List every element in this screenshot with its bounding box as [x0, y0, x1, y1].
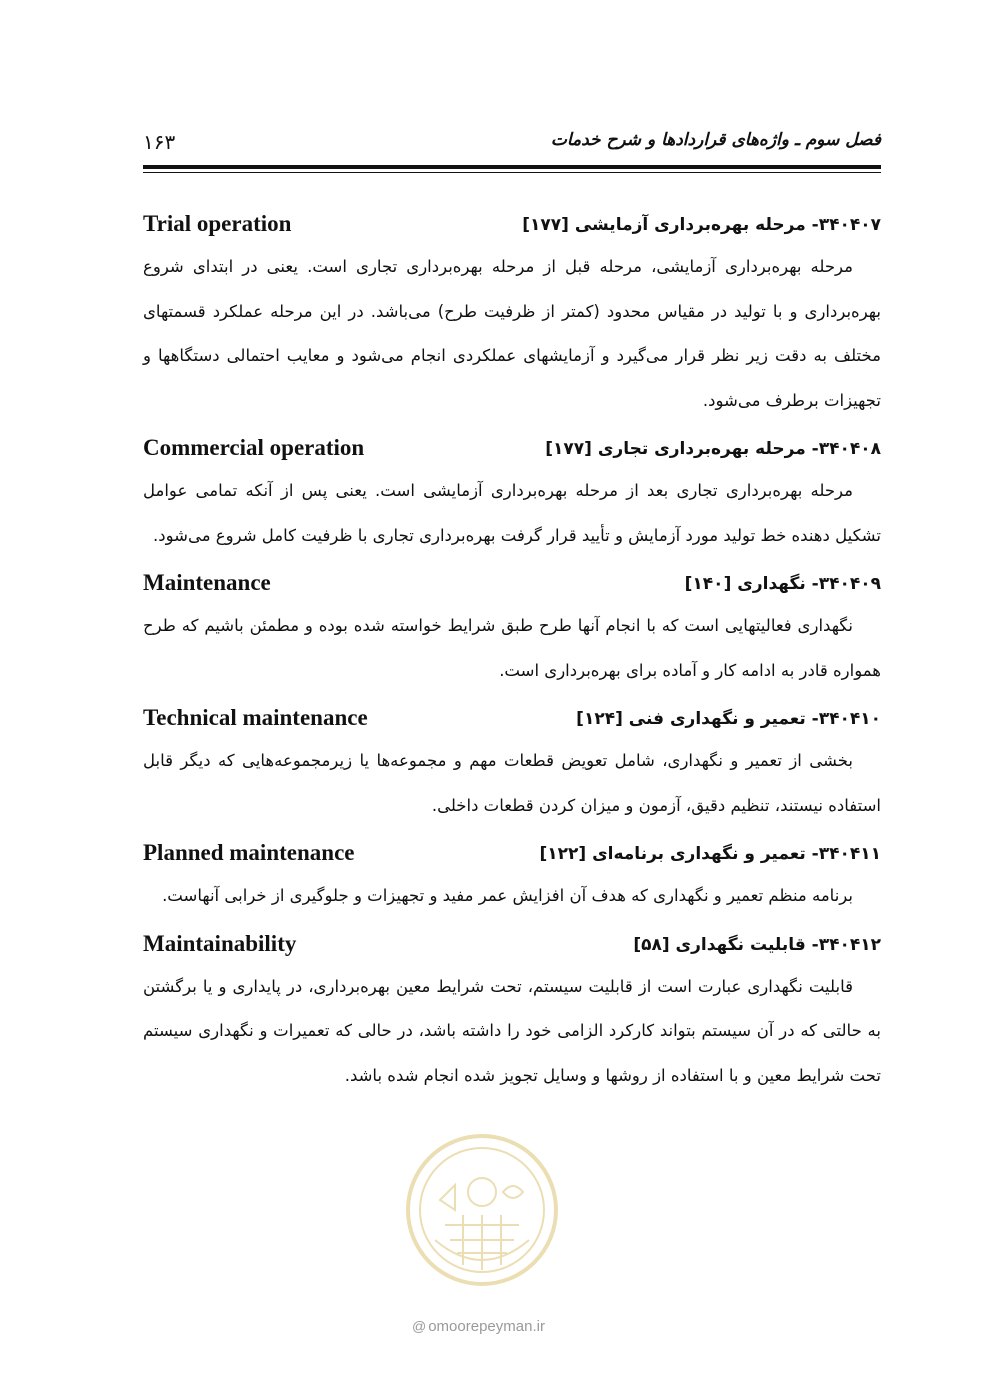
glossary-content	[143, 205, 881, 1104]
glossary-entry	[143, 429, 881, 558]
page-header	[143, 126, 881, 158]
entry-heading	[143, 205, 881, 245]
term-persian: ۳۴۰۴۱۱- تعمیر و نگهداری برنامه‌ای [۱۲۲]	[539, 844, 881, 864]
term-persian: ۳۴۰۴۰۷- مرحله بهره‌برداری آزمایشی [۱۷۷]	[522, 215, 881, 235]
watermark-caption-text: omoorepeyman.ir	[428, 1318, 545, 1335]
term-persian: ۳۴۰۴۱۲- قابلیت نگهداری [۵۸]	[633, 934, 881, 955]
term-definition: مرحله بهره‌برداری تجاری بعد از مرحله بهره‌برداری آزمایشی است. یعنی پس از آنکه تمامی عوامل تشکیل دهنده خط تولید مورد آزمایش و تأیید قرار گرفت بهره‌برداری تجاری با ظرفیت کامل شروع می‌شود.	[143, 481, 881, 545]
glossary-entry	[143, 564, 881, 693]
entry-heading	[143, 429, 881, 469]
term-english: Maintenance	[143, 570, 271, 595]
term-definition: مرحله بهره‌برداری آزمایشی، مرحله قبل از مرحله بهره‌برداری تجاری است. یعنی در ابتدای شروع بهره‌برداری و با تولید در مقیاس محدود (کمتر از ظرفیت طرح) می‌باشد. در این مرحله عملکرد قسمتهای مختلف به دقت زیر نظر قرار می‌گیرد و آزمایشهای عملکردی انجام می‌شود و معایب احتمالی دستگاهها و تجهیزات برطرف می‌شود.	[143, 257, 881, 410]
term-persian: ۳۴۰۴۱۰- تعمیر و نگهداری فنی [۱۲۴]	[576, 709, 881, 729]
glossary-entry	[143, 834, 881, 919]
glossary-entry	[143, 205, 881, 423]
entry-heading	[143, 925, 881, 965]
glossary-entry	[143, 699, 881, 828]
term-definition: برنامه منظم تعمیر و نگهداری که هدف آن افزایش عمر مفید و تجهیزات و جلوگیری از خرابی آنهاست.	[162, 886, 853, 905]
entry-heading	[143, 564, 881, 604]
header-rule-thin	[143, 172, 881, 173]
watermark-logo-icon	[395, 1130, 570, 1290]
watermark-caption	[412, 1318, 545, 1335]
at-sign-icon: @	[412, 1318, 427, 1334]
term-persian: ۳۴۰۴۰۸- مرحله بهره‌برداری تجاری [۱۷۷]	[545, 439, 881, 459]
glossary-entry	[143, 925, 881, 1099]
term-english: Planned maintenance	[143, 840, 355, 865]
term-definition: بخشی از تعمیر و نگهداری، شامل تعویض قطعات مهم و مجموعه‌ها یا زیرمجموعه‌هایی که دیگر قابل استفاده نیستند، تنظیم دقیق، آزمون و میزان کردن قطعات داخلی.	[143, 751, 881, 815]
term-definition: قابلیت نگهداری عبارت است از قابلیت سیستم، تحت شرایط معین بهره‌برداری، در پایداری و یا برگشتن به حالتی که در آن سیستم بتواند کارکرد الزامی خود را داشته باشد، در حالی که تعمیرات و نگهداری سیستم تحت شرایط معین و با استفاده از روشها و وسایل تجویز شده انجام شده باشد.	[143, 976, 881, 1085]
term-definition: نگهداری فعالیتهایی است که با انجام آنها طرح طبق شرایط خواسته شده بوده و مطمئن باشیم که طرح همواره قادر به ادامه کار و آماده برای بهره‌برداری است.	[143, 616, 881, 680]
chapter-title: فصل سوم ـ واژه‌های قراردادها و شرح خدمات	[550, 130, 881, 150]
term-english: Trial operation	[143, 211, 292, 236]
header-rule-thick	[143, 165, 881, 169]
term-english: Technical maintenance	[143, 705, 368, 730]
term-persian: ۳۴۰۴۰۹- نگهداری [۱۴۰]	[684, 574, 881, 594]
entry-heading	[143, 699, 881, 739]
page-number: ۱۶۳	[143, 130, 176, 154]
term-english: Commercial operation	[143, 435, 365, 460]
term-english: Maintainability	[143, 930, 297, 956]
entry-heading	[143, 834, 881, 874]
